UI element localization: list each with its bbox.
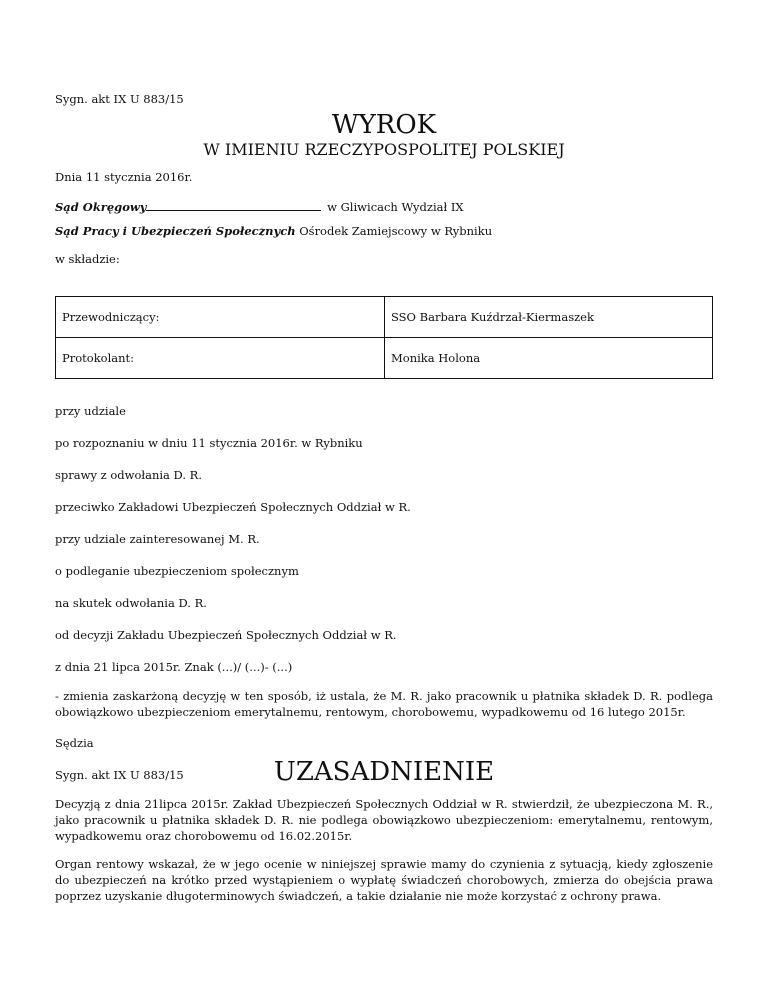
table-row [56,297,713,338]
justification-paragraph-2: Organ rentowy wskazał, że w jego ocenie w niniejszej sprawie mamy do czynienia z sytuacją, kiedy zgłoszenie do ubezpieczeń na krótko przed wystąpieniem o wypłatę świadczeń chorobowych, zmierza do obejścia prawa poprzez uzyskanie długoterminowych świadczeń, a takie działanie nie może korzystać z ochrony prawa. [55,857,713,903]
body-line: przy udziale zainteresowanej M. R. [55,532,260,546]
table-row [56,338,713,379]
composition-label: w składzie: [55,252,120,266]
panel-table [55,296,713,379]
verdict-subtitle: W IMIENIU RZECZYPOSPOLITEJ POLSKIEJ [203,140,565,159]
underline-blank [146,198,321,211]
body-line: przeciwko Zakładowi Ubezpieczeń Społecznych Oddział w R. [55,500,411,514]
court-division-bold: Sąd Pracy i Ubezpieczeń Społecznych [55,224,296,238]
panel-role: Przewodniczący: [56,297,385,338]
body-line: przy udziale [55,404,126,418]
body-line: o podleganie ubezpieczeniom społecznym [55,564,299,578]
body-line: po rozpoznaniu w dniu 11 stycznia 2016r. w Rybniku [55,436,363,450]
verdict-text: - zmienia zaskarżoną decyzję w ten sposób, iż ustala, że M. R. jako pracownik u płatnika składek D. R. podlega obowiązkowo ubezpieczeniom emerytalnemu, rentowym, chorobowemu, wypadkowemu od 16 lutego 2015r. [55,689,713,719]
panel-role: Protokolant: [56,338,385,379]
court-division-rest: Ośrodek Zamiejscowy w Rybniku [299,224,493,238]
case-number-top: Sygn. akt IX U 883/15 [55,92,184,106]
panel-name: SSO Barbara Kuźdrzał-Kiermaszek [385,297,713,338]
body-line: na skutek odwołania D. R. [55,596,207,610]
verdict-title: WYROK [331,110,437,140]
justification-title: UZASADNIENIE [273,757,495,787]
court-name-bold: Sąd Okręgowy [55,200,147,214]
verdict-date: Dnia 11 stycznia 2016r. [55,170,193,184]
court-line-2 [55,224,492,239]
case-number-bottom: Sygn. akt IX U 883/15 [55,768,184,782]
court-line-1 [55,198,464,215]
body-line: sprawy z odwołania D. R. [55,468,202,482]
body-line: od decyzji Zakładu Ubezpieczeń Społecznych Oddział w R. [55,628,397,642]
judge-label: Sędzia [55,736,94,750]
justification-paragraph-1: Decyzją z dnia 21lipca 2015r. Zakład Ubezpieczeń Społecznych Oddział w R. stwierdził, że ubezpieczona M. R., jako pracownik u płatnika składek D. R. nie podlega obowiązkowo ubezpieczeniom: emerytalnemu, rentowym, wypadkowemu oraz chorobowemu od 16.02.2015r. [55,797,713,843]
panel-name: Monika Holona [385,338,713,379]
body-line: z dnia 21 lipca 2015r. Znak (...)/ (...)- (...) [55,660,293,674]
court-location: w Gliwicach Wydział IX [327,200,464,214]
